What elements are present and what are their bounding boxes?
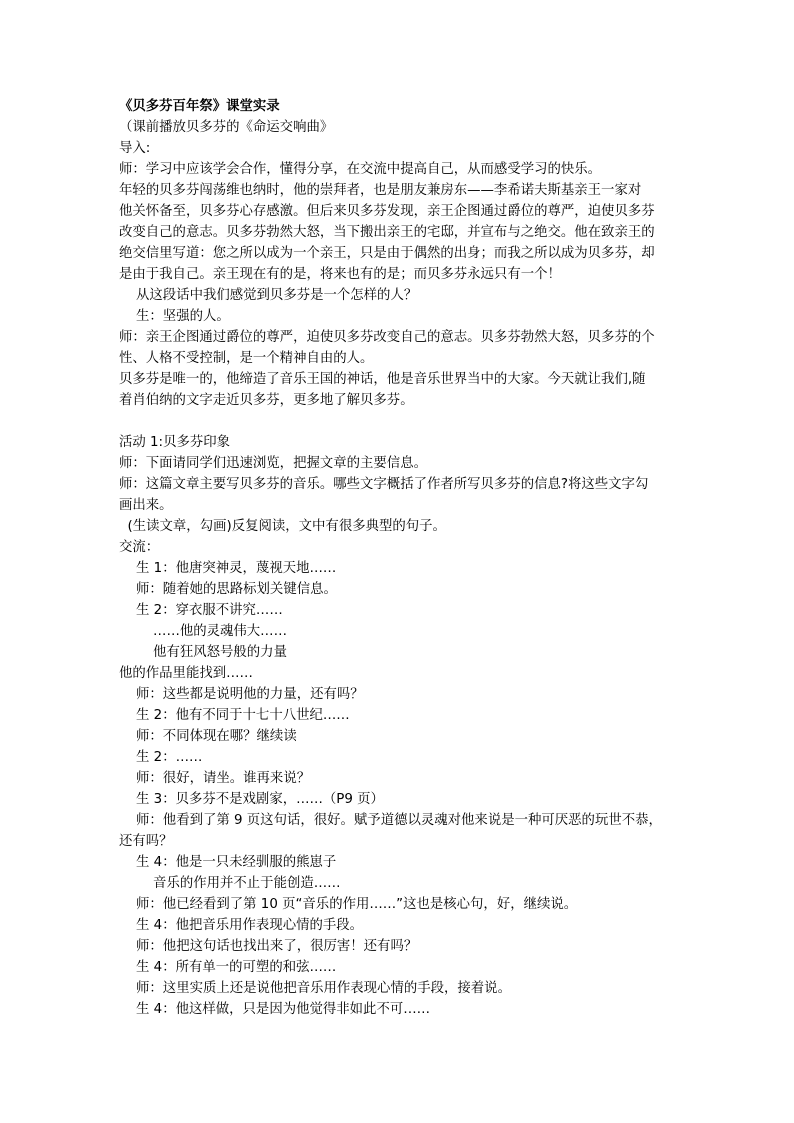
- dialogue-line: 师：不同体现在哪？继续读: [119, 729, 297, 744]
- text-line: 性、人格不受控制，是一个精神自由的人。: [119, 351, 374, 366]
- dialogue-line: 音乐的作用并不止于能创造……: [119, 876, 341, 891]
- text-line: (生读文章，勾画)反复阅读，文中有很多典型的句子。: [119, 519, 446, 534]
- text-line: 改变自己的意志。贝多芬勃然大怒，当下搬出亲王的宅邸，并宣布与之绝交。他在致亲王的: [119, 225, 655, 240]
- dialogue-line: 师：这里实质上还是说他把音乐用作表现心情的手段，接着说。: [119, 981, 511, 996]
- dialogue-line: ……他的灵魂伟大……: [119, 624, 287, 639]
- document-title: 《贝多芬百年祭》课堂实录: [119, 99, 280, 114]
- dialogue-line: 师：他把这句话也找出来了，很厉害！还有吗？: [119, 939, 418, 954]
- dialogue-line: 生 4：他把音乐用作表现心情的手段。: [119, 918, 364, 933]
- text-line: 师：学习中应该学会合作，懂得分享，在交流中提高自己，从而感受学习的快乐。: [119, 162, 602, 177]
- dialogue-line: 生 2：穿衣服不讲究……: [119, 603, 283, 618]
- dialogue-line: 生 4：所有单一的可塑的和弦……: [119, 960, 337, 975]
- text-line: 贝多芬是唯一的，他缔造了音乐王国的神话，他是音乐世界当中的大家。今天就让我们,随: [119, 372, 646, 387]
- dialogue-line: 师：他看到了第 9 页这句话，很好。赋予道德以灵魂对他来说是一种可厌恶的玩世不恭，: [119, 813, 662, 828]
- text-line: 绝交信里写道：您之所以成为一个亲王，只是由于偶然的出身；而我之所以成为贝多芬，却: [119, 246, 655, 261]
- text-line: 年轻的贝多芬闯荡维也纳时，他的崇拜者，也是朋友兼房东——李希诺夫斯基亲王一家对: [119, 183, 642, 198]
- text-line: 画出来。: [119, 498, 173, 513]
- dialogue-line: 他的作品里能找到……: [119, 666, 253, 681]
- text-line: （课前播放贝多芬的《命运交响曲》: [119, 120, 334, 135]
- text-line: 着肖伯纳的文字走近贝多芬，更多地了解贝多芬。: [119, 393, 414, 408]
- text-line: 从这段话中我们感觉到贝多芬是一个怎样的人？: [119, 288, 418, 303]
- dialogue-line: 还有吗？: [119, 834, 173, 849]
- dialogue-line: 生 4：他这样做，只是因为他觉得非如此不可……: [119, 1002, 431, 1017]
- dialogue-line: 师：这些都是说明他的力量，还有吗？: [119, 687, 364, 702]
- dialogue-line: 生 2：……: [119, 750, 203, 765]
- dialogue-line: 师：随着她的思路标划关键信息。: [119, 582, 337, 597]
- text-line: 交流：: [119, 540, 160, 555]
- text-line: 师：亲王企图通过爵位的尊严，迫使贝多芬改变自己的意志。贝多芬勃然大怒，贝多芬的个: [119, 330, 655, 345]
- dialogue-line: 生 1：他唐突神灵，蔑视天地……: [119, 561, 337, 576]
- dialogue-line: 生 2：他有不同于十七十八世纪……: [119, 708, 350, 723]
- dialogue-line: 师：很好，请坐。谁再来说？: [119, 771, 311, 786]
- dialogue-line: 他有狂风怒号般的力量: [119, 645, 287, 660]
- text-line: 生：坚强的人。: [119, 309, 230, 324]
- text-line: 他关怀备至，贝多芬心存感激。但后来贝多芬发现，亲王企图通过爵位的尊严，迫使贝多芬: [119, 204, 655, 219]
- text-line: 师：下面请同学们迅速浏览，把握文章的主要信息。: [119, 456, 427, 471]
- text-line: 是由于我自己。亲王现在有的是，将来也有的是；而贝多芬永远只有一个！: [119, 267, 561, 282]
- dialogue-line: 生 3：贝多芬不是戏剧家，……（P9 页）: [119, 792, 384, 807]
- text-line: 师：这篇文章主要写贝多芬的音乐。哪些文字概括了作者所写贝多芬的信息?将这些文字勾: [119, 477, 649, 492]
- dialogue-line: 师：他已经看到了第 10 页“音乐的作用……”这也是核心句，好，继续说。: [119, 897, 578, 912]
- text-line: 导入:: [119, 141, 151, 156]
- dialogue-line: 生 4：他是一只未经驯服的熊崽子: [119, 855, 337, 870]
- section-heading: 活动 1:贝多芬印象: [119, 435, 231, 450]
